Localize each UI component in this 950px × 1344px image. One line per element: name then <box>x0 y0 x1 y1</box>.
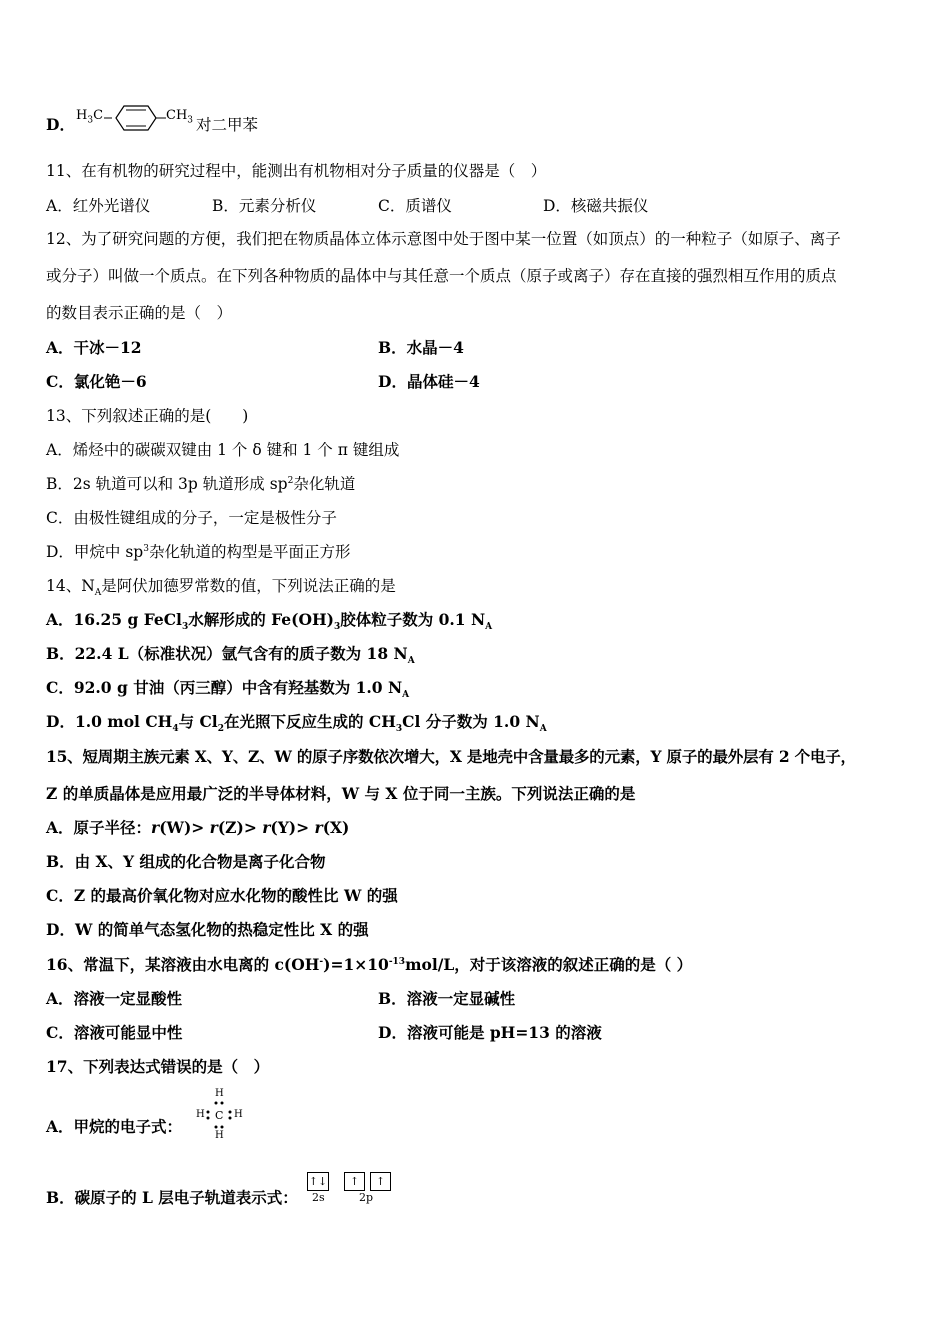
h-atom-left: H <box>196 1109 205 1120</box>
q11-option-d: D．核磁共振仪 <box>543 197 649 215</box>
q17-stem: 17、下列表达式错误的是（ ） <box>46 1057 270 1076</box>
2p-label: 2p <box>359 1191 374 1204</box>
q14-option-d: D．1.0 mol $CH_4$与 $Cl_2$在光照下反应生成的 $CH_3Cl$ 分子数为 1.0 $N_A$ <box>46 712 547 735</box>
q15-stem-line1: 15、短周期主族元素 X、Y、Z、W 的原子序数依次增大，X 是地壳中含量最多的元素，Y 原子的最外层有 2 个电子， <box>46 747 856 766</box>
methane-electron-dot-diagram <box>196 1088 244 1144</box>
q12-option-b: B．水晶－4 <box>378 338 464 357</box>
q15-option-b: B．由 X、Y 组成的化合物是离子化合物 <box>46 852 326 871</box>
q15-option-d: D．W 的简单气态氢化物的热稳定性比 X 的强 <box>46 920 369 939</box>
p-xylene-structure <box>76 108 104 126</box>
ch3-label: $CH_3$ <box>166 108 194 126</box>
q10-option-d-label: D． <box>46 115 75 134</box>
q13-option-b: B．2s 轨道可以和 3p 轨道形成 $sp^2$杂化轨道 <box>46 475 356 493</box>
h3c-label: $H_3C$ <box>76 108 104 126</box>
q12-stem-line1: 12、为了研究问题的方便，我们把在物质晶体立体示意图中处于图中某一位置（如顶点）的一种粒子（如原子、离子 <box>46 230 841 248</box>
q15-option-a: A．原子半径：r(W)> r(Z)> r(Y)> r(X) <box>46 818 350 837</box>
q12-option-c: C．氯化铯－6 <box>46 372 147 391</box>
q16-option-a: A．溶液一定显酸性 <box>46 989 183 1008</box>
q14-option-b: B．22.4 L（标准状况）氩气含有的质子数为 18 $N_A$ <box>46 644 415 667</box>
q15-stem-line2: Z 的单质晶体是应用最广泛的半导体材料，W 与 X 位于同一主族。下列说法正确的是 <box>46 784 636 803</box>
q12-option-d: D．晶体硅－4 <box>378 372 480 391</box>
2p-orbital-box-1: ↑ <box>344 1172 365 1191</box>
q14-option-c: C．92.0 g 甘油（丙三醇）中含有羟基数为 1.0 $N_A$ <box>46 678 410 701</box>
q12-option-a: A．干冰－12 <box>46 338 142 357</box>
q16-option-b: B．溶液一定显碱性 <box>378 989 516 1008</box>
q15-option-c: C．Z 的最高价氧化物对应水化物的酸性比 W 的强 <box>46 886 398 905</box>
q17-option-a: A．甲烷的电子式： <box>46 1117 183 1136</box>
q12-stem-line3: 的数目表示正确的是（ ） <box>46 304 233 322</box>
q16-option-d: D．溶液可能是 pH=13 的溶液 <box>378 1023 602 1042</box>
q11-stem: 11、在有机物的研究过程中，能测出有机物相对分子质量的仪器是（ ） <box>46 162 547 180</box>
q13-stem: 13、下列叙述正确的是( ) <box>46 407 249 425</box>
electron-dots-icon <box>196 1088 244 1144</box>
carbon-orbital-diagram <box>307 1172 397 1206</box>
2s-orbital-box: ↑↓ <box>307 1172 329 1191</box>
2p-orbital-box-2: ↑ <box>370 1172 391 1191</box>
q12-stem-line2: 或分子）叫做一个质点。在下列各种物质的晶体中与其任意一个质点（原子或离子）存在直接的强烈相互作用的质点 <box>46 267 837 285</box>
q13-option-a: A．烯烃中的碳碳双键由 1 个 δ 键和 1 个 π 键组成 <box>46 441 400 459</box>
q10-option-d-text: 对二甲苯 <box>196 116 259 134</box>
q11-option-c: C．质谱仪 <box>378 197 452 215</box>
h-atom-bottom: H <box>215 1130 224 1141</box>
q14-option-a: A．16.25 g FeCl$_3$水解形成的 $Fe(OH)_3$胶体粒子数为 0.1 $N_A$ <box>46 610 493 633</box>
h-atom-right: H <box>234 1109 243 1120</box>
q14-stem: 14、$N_A$是阿伏加德罗常数的值，下列说法正确的是 <box>46 577 396 599</box>
c-atom: C <box>215 1109 224 1122</box>
q16-option-c: C．溶液可能显中性 <box>46 1023 183 1042</box>
2s-label: 2s <box>312 1191 325 1204</box>
q11-option-a: A．红外光谱仪 <box>46 197 151 215</box>
q11-option-b: B．元素分析仪 <box>212 197 317 215</box>
h-atom-top: H <box>215 1088 224 1099</box>
q16-stem: 16、常温下，某溶液由水电离的 $c(OH^-)=1\times 10^{-13}mol/L$，对于该溶液的叙述正确的是（ ） <box>46 955 693 974</box>
q13-option-c: C．由极性键组成的分子，一定是极性分子 <box>46 509 337 527</box>
q13-option-d: D．甲烷中 $sp^3$杂化轨道的构型是平面正方形 <box>46 543 351 561</box>
q17-option-b: B．碳原子的 L 层电子轨道表示式： <box>46 1188 298 1207</box>
q10-option-d <box>46 115 75 135</box>
benzene-ring-icon <box>104 102 168 134</box>
